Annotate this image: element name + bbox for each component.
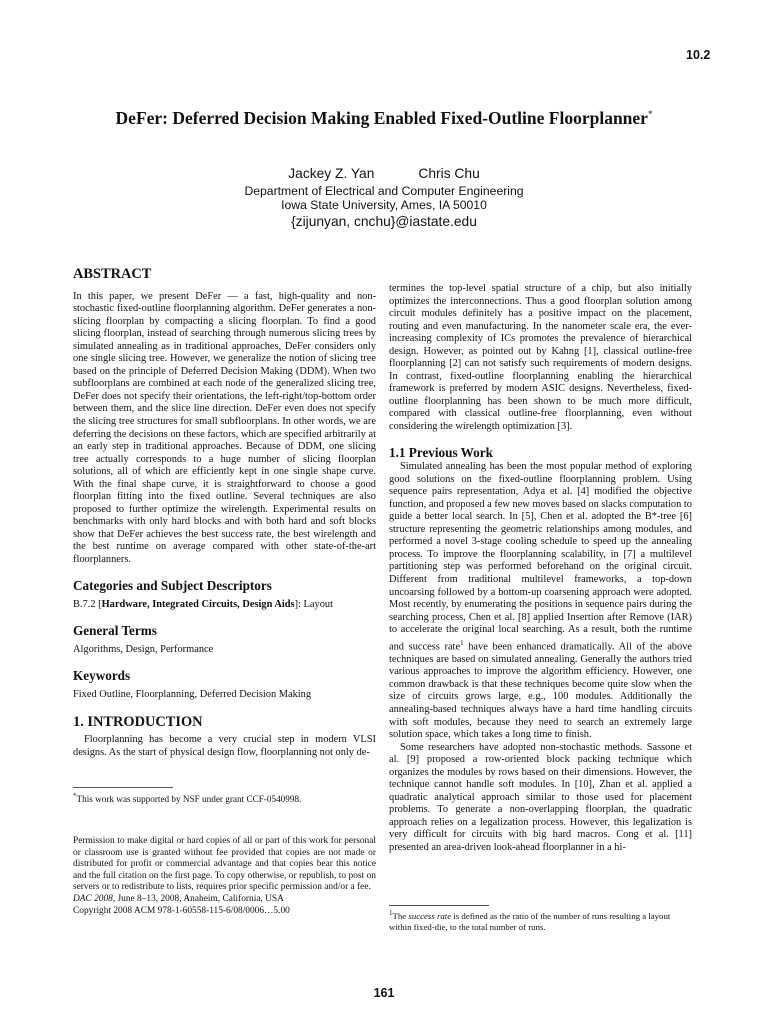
title-text: DeFer: Deferred Decision Making Enabled Fixed-Outline Floorplanner [115, 108, 648, 128]
conference-details: , June 8–13, 2008, Anaheim, California, USA [112, 893, 284, 904]
abstract-body: In this paper, we present DeFer — a fast, high-quality and non-stochastic fixed-outline floorplanning algorithm. DeFer generates a non-slicing floorplan by compacting a slicing floorplan. To find a good slicing floorplan, instead of searching through numerous slicing trees by simulated annealing as in traditional approaches, DeFer considers only one single slicing tree. However, we generalize the notion of slicing tree based on the principle of Deferred Decision Making (DDM). When two subfloorplans are combined at each node of the generalized slicing tree, DeFer does not specify their orientations, the left-right/top-bottom order between them, and the slice line direction. DeFer even does not specify the slicing tree structures for small subfloorplans. In other words, we are deferring the decisions on these factors, which are specified arbitrarily at an early step in traditional approaches. Because of DDM, one slicing tree actually corresponds to a huge number of slicing floorplan solutions, all of which are efficiently kept in one single shape curve. With the final shape curve, it is straightforward to choose a good floorplan fitting into the fixed outline. Several techniques are also proposed to further optimize the wirelength. Experimental results on benchmarks with only hard blocks and with both hard and soft blocks show that DeFer achieves the best success rate, the best wirelength and the best runtime on average compared with other state-of-the-art floorplanners. [73, 290, 376, 566]
footnote-post: is defined as the ratio of the number of runs resulting a layout within fixed-die, to the total number of runs. [389, 910, 671, 932]
general-terms-heading: General Terms [73, 622, 157, 638]
keywords-body: Fixed Outline, Floorplanning, Deferred Decision Making [73, 689, 312, 701]
funding-footnote [73, 791, 376, 805]
paper-title [0, 108, 768, 129]
introduction-paragraph-continued: termines the top-level spatial structure of a chip, but also initially optimizes the interconnections. Thus a good floorplan solution among circuit modules definitely has a positive impact on the placement, routing and even manufacturing. In the nanometer scale era, the ever-increasing complexity of ICs promotes the prevalence of hierarchical design. However, as pointed out by Kahng [1], classical outline-free floorplanning [2] can not satisfy such requirements of modern designs. In contrast, fixed-outline floorplanning enabling the hierarchical framework is preferred by modern ASIC designs. Nevertheless, fixed-outline floorplanning has been shown to be much more difficult, compared with classical outline-free floorplanning, even without considering the wirelength optimization [3]. [389, 283, 692, 433]
category-tail: : Layout [298, 599, 333, 611]
introduction-heading: 1. INTRODUCTION [73, 713, 203, 730]
previous-work-paragraph-1 [389, 461, 692, 742]
previous-work-paragraph-2: Some researchers have adopted non-stochastic methods. Sassone et al. [9] proposed a row-oriented block packing technique which organizes the modules by rows based on their dimensions. However, the technique cannot handle soft modules. In [10], Zhan et al. applied a quadratic analytical approach similar to those used for placement problems. To generate a non-overlapping floorplan, the quadratic approach relies on a legalization process. However, this legalization is very difficult for circuits with big hard macros. Cong et al. [11] presented an area-driven look-ahead floorplanner in a hi- [389, 741, 692, 853]
funding-footnote-text: This work was supported by NSF under grant CCF-0540998. [76, 794, 302, 805]
footnote-rule [73, 787, 173, 788]
success-rate-footnote-number: 1 [389, 909, 393, 917]
success-rate-footnote-mark: 1 [460, 638, 464, 647]
footnote-term: success rate [408, 910, 452, 921]
funding-footnote-mark: * [73, 792, 77, 800]
general-terms-body: Algorithms, Design, Performance [73, 644, 214, 656]
categories-heading: Categories and Subject Descriptors [73, 577, 272, 593]
conference-line [73, 894, 376, 906]
categories-body: B.7.2 [Hardware, Integrated Circuits, Design Aids]: Layout [73, 599, 333, 611]
abstract-heading: ABSTRACT [73, 266, 152, 282]
footnote-pre: The [392, 910, 409, 921]
footnote-rule-right [389, 905, 489, 906]
category-code: B.7.2 [73, 599, 96, 611]
previous-work-p1-before: Simulated annealing has been the most popular method of exploring good solutions on the fixed-outline floorplanning problem. Using sequence pairs representation, Adya et al. [4] modified the objective function, and proposed a few new moves based on slacks computation to guide a better local search. In [5], Chen et al. adopted the B*-tree [6] structure representing the geometric relationships among modules, and performed a novel 3-stage cooling schedule to speed up the annealing process. To improve the floorplanning scalability, in [7] a multilevel partitioning step was performed beforehand on the original circuit. Different from traditional multilevel frameworks, a top-down uncoarsing followed by a bottom-up coarsening approach were adopted. Most recently, by enumerating the positions in sequence pairs during the searching process, Chen et al. [8] applied Insertion after Remove (IAR) to accelerate the original local searching. As a result, both the runtime and success rate [389, 461, 692, 653]
author-1: Jackey Z. Yan [288, 166, 375, 181]
author-2: Chris Chu [418, 166, 480, 181]
right-column [389, 283, 692, 855]
title-footnote-mark: * [647, 109, 653, 120]
category-bracket: Hardware, Integrated Circuits, Design Aids [101, 599, 295, 611]
department: Department of Electrical and Computer Engineering [244, 184, 524, 198]
introduction-paragraph-start: Floorplanning has become a very crucial step in modern VLSI designs. As the start of physical design flow, floorplanning not only de- [73, 734, 376, 758]
left-column [73, 268, 376, 760]
copyright-line: Copyright 2008 ACM 978-1-60558-115-6/08/0006…5.00 [73, 905, 290, 916]
permission-block [73, 836, 376, 917]
session-number: 10.2 [686, 48, 711, 62]
university: Iowa State University, Ames, IA 50010 [281, 198, 487, 212]
keywords-heading: Keywords [73, 667, 131, 683]
affiliation [0, 184, 768, 212]
page-number: 161 [373, 986, 395, 1000]
conference-name: DAC 2008 [73, 893, 113, 904]
previous-work-heading: 1.1 Previous Work [389, 444, 493, 460]
permission-text: Permission to make digital or hard copies of all or part of this work for personal or classroom use is granted without fee provided that copies are not made or distributed for profit or commercial advantage and that copies bear this notice and the full citation on the first page. To copy otherwise, or republish, to post on servers or to redistribute to lists, requires prior specific permission and/or a fee. [73, 836, 376, 893]
author-email: {zijunyan, cnchu}@iastate.edu [291, 214, 477, 229]
success-rate-footnote [389, 908, 692, 933]
author-names [0, 166, 768, 181]
previous-work-p1-after: have been enhanced dramatically. All of the above techniques are based on simulated annealing. Generally the authors tried various approaches to improve the algorithm efficiency. However, one common drawback is that these techniques become quite slow when the size of circuits grows large, e.g., 100 modules. Additionally the annealing-based techniques always have a hard time handling circuits with soft modules, because they need to search an extremely large solution space, which takes a long time to finish. [389, 641, 693, 741]
